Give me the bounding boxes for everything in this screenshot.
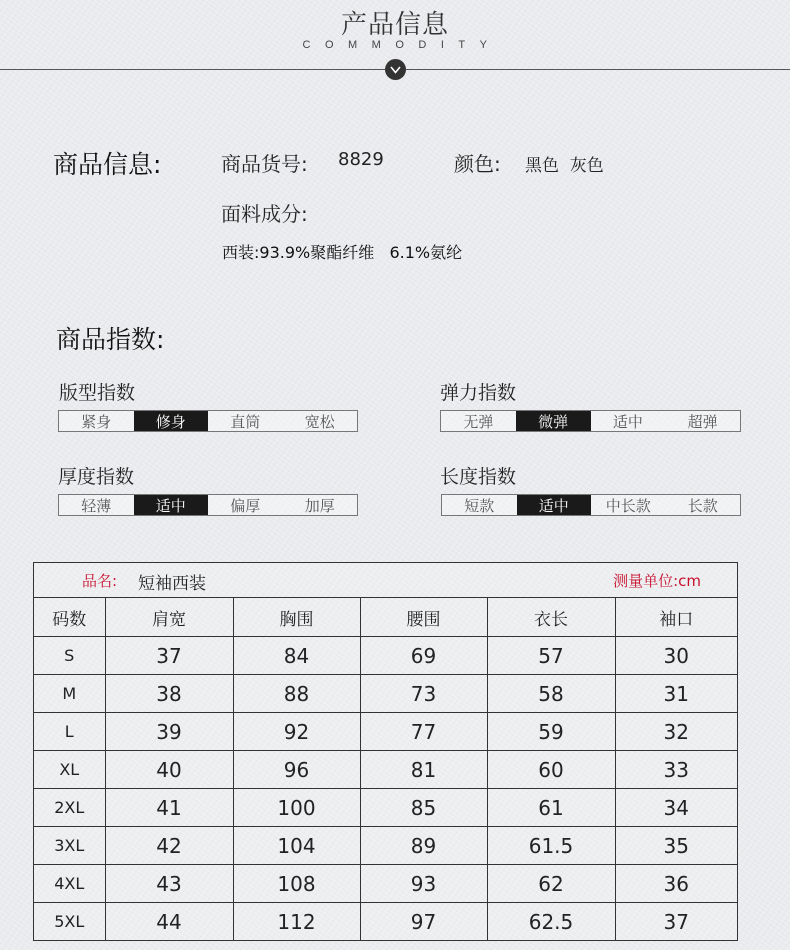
measure-cell: 62.5 (487, 903, 615, 941)
index-option-selected: 微弹 (516, 411, 591, 431)
table-row (34, 865, 737, 903)
measure-cell: 100 (233, 789, 360, 827)
measure-cell: 43 (105, 865, 233, 903)
measure-cell: 89 (360, 827, 487, 865)
measure-cell: 69 (360, 637, 487, 675)
column-header: 袖口 (615, 598, 737, 637)
size-cell: S (34, 637, 105, 675)
measure-cell: 108 (233, 865, 360, 903)
table-row (34, 903, 737, 941)
color-label: 颜色: (454, 152, 501, 176)
size-cell: XL (34, 751, 105, 789)
size-cell: 3XL (34, 827, 105, 865)
fabric-value: 西装:93.9%聚酯纤维 6.1%氨纶 (222, 243, 463, 262)
measure-cell: 38 (105, 675, 233, 713)
measure-cell: 44 (105, 903, 233, 941)
measure-cell: 88 (233, 675, 360, 713)
size-cell: 2XL (34, 789, 105, 827)
section-subtitle: COMMODITY (302, 39, 502, 51)
measure-cell: 40 (105, 751, 233, 789)
index-bar-thickness (58, 494, 358, 516)
index-option: 中长款 (605, 496, 651, 515)
measure-cell: 37 (615, 903, 737, 941)
measure-cell: 31 (615, 675, 737, 713)
measure-cell: 104 (233, 827, 360, 865)
size-cell: M (34, 675, 105, 713)
column-header: 肩宽 (105, 598, 233, 637)
table-row (34, 637, 737, 675)
index-option-selected: 修身 (134, 411, 209, 431)
measure-cell: 60 (487, 751, 615, 789)
measure-cell: 61.5 (487, 827, 615, 865)
measure-cell: 62 (487, 865, 615, 903)
size-grid (34, 598, 737, 940)
column-header: 衣长 (487, 598, 615, 637)
chevron-down-icon (385, 59, 406, 80)
index-option: 短款 (464, 496, 495, 515)
measure-cell: 59 (487, 713, 615, 751)
column-header: 胸围 (233, 598, 360, 637)
measure-cell: 77 (360, 713, 487, 751)
measure-cell: 96 (233, 751, 360, 789)
measure-cell: 35 (615, 827, 737, 865)
index-title-length: 长度指数 (440, 466, 517, 488)
index-option: 超弹 (687, 412, 718, 431)
index-option-selected: 适中 (517, 495, 592, 515)
size-table-caption (34, 563, 737, 598)
measure-cell: 42 (105, 827, 233, 865)
table-row (34, 789, 737, 827)
measure-cell: 41 (105, 789, 233, 827)
indices-heading: 商品指数: (56, 325, 165, 354)
index-option-selected: 适中 (134, 495, 209, 515)
table-row (34, 751, 737, 789)
info-heading: 商品信息: (53, 150, 162, 179)
measure-cell: 34 (615, 789, 737, 827)
measure-cell: 92 (233, 713, 360, 751)
index-option: 无弹 (463, 412, 494, 431)
index-bar-elasticity (440, 410, 741, 432)
index-bar-length (441, 494, 741, 516)
color-value: 黑色 灰色 (525, 156, 604, 176)
measure-cell: 81 (360, 751, 487, 789)
size-cell: 5XL (34, 903, 105, 941)
sku-value: 8829 (338, 149, 384, 170)
unit-label: 测量单位:cm (613, 572, 701, 590)
measure-cell: 85 (360, 789, 487, 827)
index-option: 偏厚 (230, 496, 261, 515)
measure-cell: 58 (487, 675, 615, 713)
index-option: 直筒 (230, 412, 261, 431)
product-name-label: 品名: (82, 572, 118, 590)
measure-cell: 30 (615, 637, 737, 675)
index-title-thickness: 厚度指数 (58, 466, 135, 488)
index-option: 紧身 (81, 412, 112, 431)
measure-cell: 97 (360, 903, 487, 941)
measure-cell: 73 (360, 675, 487, 713)
sku-label: 商品货号: (221, 152, 308, 176)
fabric-label: 面料成分: (221, 202, 308, 226)
measure-cell: 37 (105, 637, 233, 675)
measure-cell: 39 (105, 713, 233, 751)
measure-cell: 33 (615, 751, 737, 789)
product-name-value: 短袖西装 (138, 574, 206, 594)
measure-cell: 61 (487, 789, 615, 827)
table-header-row (34, 598, 737, 637)
measure-cell: 93 (360, 865, 487, 903)
table-row (34, 675, 737, 713)
measure-cell: 36 (615, 865, 737, 903)
measure-cell: 84 (233, 637, 360, 675)
table-row (34, 827, 737, 865)
index-option: 轻薄 (81, 496, 112, 515)
size-cell: 4XL (34, 865, 105, 903)
measure-cell: 32 (615, 713, 737, 751)
column-header: 腰围 (360, 598, 487, 637)
measure-cell: 112 (233, 903, 360, 941)
index-option: 适中 (612, 412, 643, 431)
index-option: 宽松 (304, 412, 335, 431)
column-header: 码数 (34, 598, 105, 637)
index-option: 加厚 (304, 496, 335, 515)
size-cell: L (34, 713, 105, 751)
index-title-elasticity: 弹力指数 (440, 382, 517, 404)
index-option: 长款 (687, 496, 718, 515)
index-bar-fit (58, 410, 358, 432)
index-title-fit: 版型指数 (59, 382, 136, 404)
size-table (33, 562, 738, 941)
measure-cell: 57 (487, 637, 615, 675)
table-row (34, 713, 737, 751)
section-title: 产品信息 (340, 10, 449, 40)
